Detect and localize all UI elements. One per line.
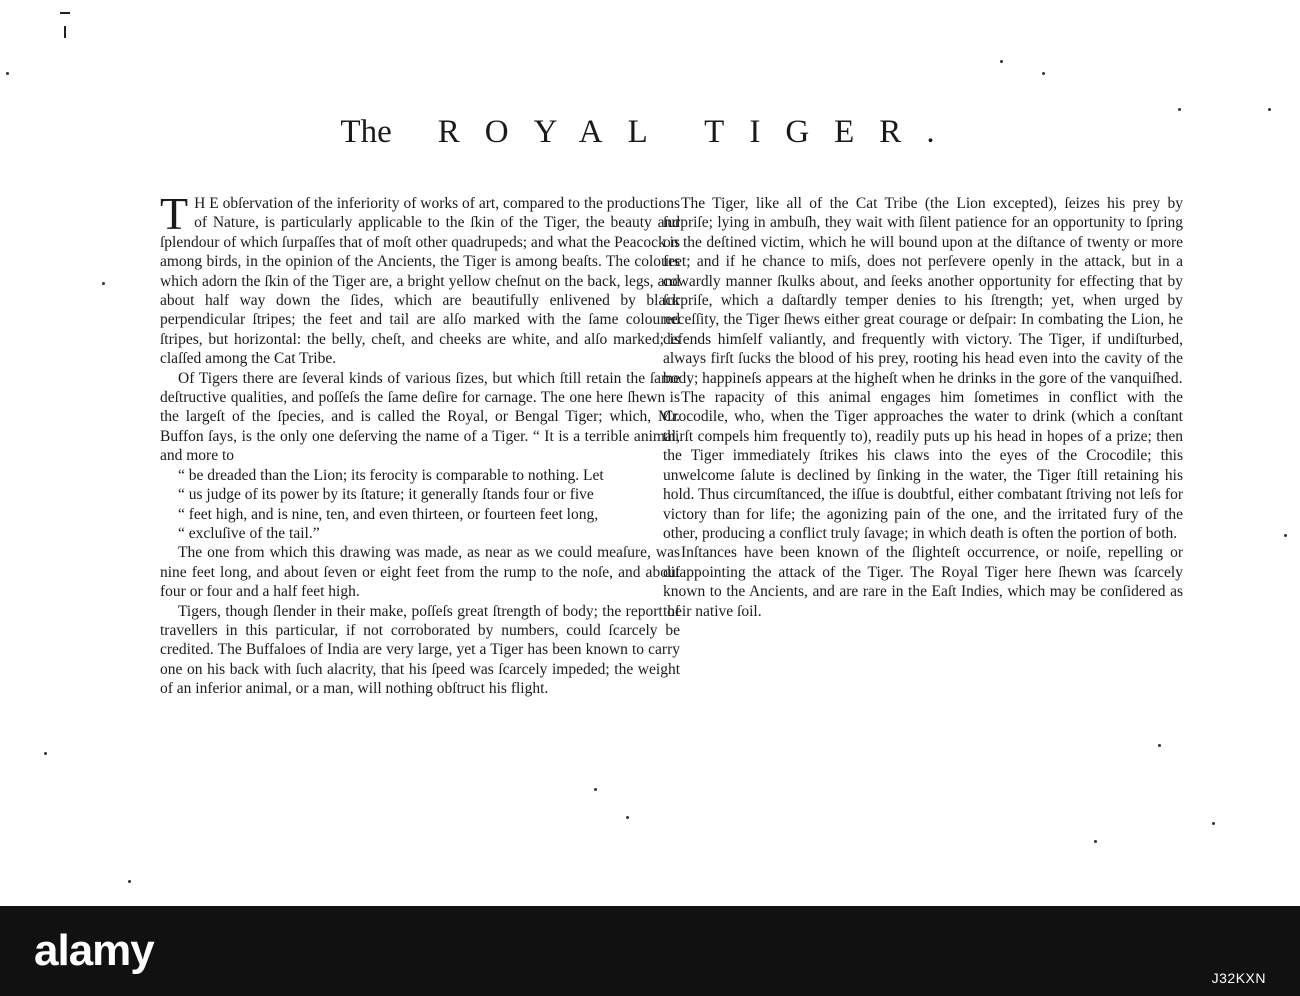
quote-line-2: “ us judge of its power by its ſtature; it generally ſtands four or five [178,486,594,504]
watermark-banner [0,906,1300,996]
left-paragraph-1 [160,188,680,369]
scan-speck [594,788,597,791]
right-paragraph-1: The Tiger, like all of the Cat Tribe (the Lion excepted), ſeizes his prey by ſurpriſe; lying in ambuſh, they wait with ſilent patience for an opportunity to ſpring on the deſtined victim, which he will bound upon at the diſtance of twenty or more feet; and if he chance to miſs, does not perſevere openly in the attack, but in a cowardly manner ſkulks about, and ſeeks another opportunity for effecting that by ſurpriſe, which a daſtardly temper denies to his ſtrength; yet, when urged by neceſſity, the Tiger ſhews either great courage or deſpair: In combating the Lion, he defends himſelf valiantly, and frequently with victory. The Tiger, if undiſturbed, always firſt ſucks the blood of his prey, rooting his head even into the cavity of the body; happineſs appears at the higheſt when he drinks in the gore of the vanquiſhed. [663,195,1183,387]
right-column [663,194,1183,621]
scan-speck [1042,72,1045,75]
watermark-logo: alamy [34,926,154,975]
scan-speck [1094,840,1097,843]
scan-speck [1178,108,1181,111]
scan-speck [1284,534,1287,537]
left-paragraph-2 [160,369,680,466]
scan-speck [1268,108,1271,111]
left-paragraph-1-text: H E obſervation of the inferiority of works of art, compared to the productions of Nature, is particularly applicable to the ſkin of the Tiger, the beauty and ſplendour of which ſurpaſſes that of moſt other quadrupeds; and what the Peacock is among birds, in the opinion of the Ancients, the Tiger is among beaſts. The colours which adorn the ſkin of the Tiger are, a bright yellow cheſnut on the back, legs, and about half way down the ſides, which are beautifully enlivened by black perpendicular ſtripes; the feet and tail are alſo marked with the ſame coloured ſtripes, but horizontal: the belly, cheſt, and cheeks are white, and alſo marked; is claſſed among the Cat Tribe. [160,195,680,368]
quote-line-4: “ excluſive of the tail.” [178,524,320,542]
scan-speck [6,72,9,75]
scan-speck [1000,60,1003,63]
scan-speck [102,282,105,285]
scan-speck [1212,822,1215,825]
scan-speck [626,816,629,819]
left-paragraph-4: Tigers, though ſlender in their make, poſſeſs great ſtrength of body; the report of travellers in this particular, if not corroborated by numbers, could ſcarcely be credited. The Buffaloes of India are very large, yet a Tiger has been known to carry one on his back with ſuch alacrity, that his ſpeed was ſcarcely impeded; the weight of an inferior animal, or a man, will nothing obſtruct his flight. [160,602,680,698]
right-paragraph-3: Inſtances have been known of the ſlighteſt occurrence, or noiſe, repelling or diſappointing the attack of the Tiger. The Royal Tiger here ſhewn was ſcarcely known to the Ancients, and are rare in the Eaſt Indies, which may be conſidered as their native ſoil. [663,544,1183,620]
page-tick-mark [64,26,66,38]
drop-cap: T [160,188,189,239]
title-main: ROYAL TIGER. [437,114,960,150]
title-article: The [340,114,392,150]
scan-speck [1158,744,1161,747]
right-paragraph-2: The rapacity of this animal engages him ſometimes in conflict with the Crocodile, who, when the Tiger approaches the water to drink (which a conſtant thirſt compels him frequently to), readily puts up his head in hopes of a prize; then the Tiger immediately ſtrikes his claws into the eyes of the Crocodile; this unwelcome ſalute is declined by ſinking in the water, the Tiger ſtill retaining his hold. Thus circumſtanced, the iſſue is doubtful, either combatant ſtriving not leſs for victory than for life; the agonizing pain of the one, and the irritated fury of the other, producing a conflict truly ſavage; in which death is often the portion of both. [663,389,1183,542]
quote-line-3: “ feet high, and is nine, ten, and even thirteen, or fourteen feet long, [178,505,599,523]
quote-line-1: “ be dreaded than the Lion; its ferocity is comparable to nothing. Let [178,466,604,484]
page-edge-mark [58,6,70,42]
scan-speck [44,752,47,755]
scan-speck [128,880,131,883]
left-column [160,188,680,699]
stock-image-id: J32KXN [1211,970,1266,986]
page-dash-mark [60,12,70,14]
left-paragraph-3: The one from which this drawing was made, as near as we could meaſure, was nine feet long, and about ſeven or eight feet from the rump to the noſe, and about four or four and a half feet high. [160,544,680,601]
page-title [0,108,1300,156]
left-paragraph-2-text: Of Tigers there are ſeveral kinds of various ſizes, but which ſtill retain the ſame deſtructive qualities, and poſſeſs the ſame deſire for carnage. The one here ſhewn is the largeſt of the ſpecies, and is called the Royal, or Bengal Tiger; which, Mr. Buffon ſays, is the only one deſerving the name of a Tiger. “ It is a terrible animal, and more to [160,369,680,465]
